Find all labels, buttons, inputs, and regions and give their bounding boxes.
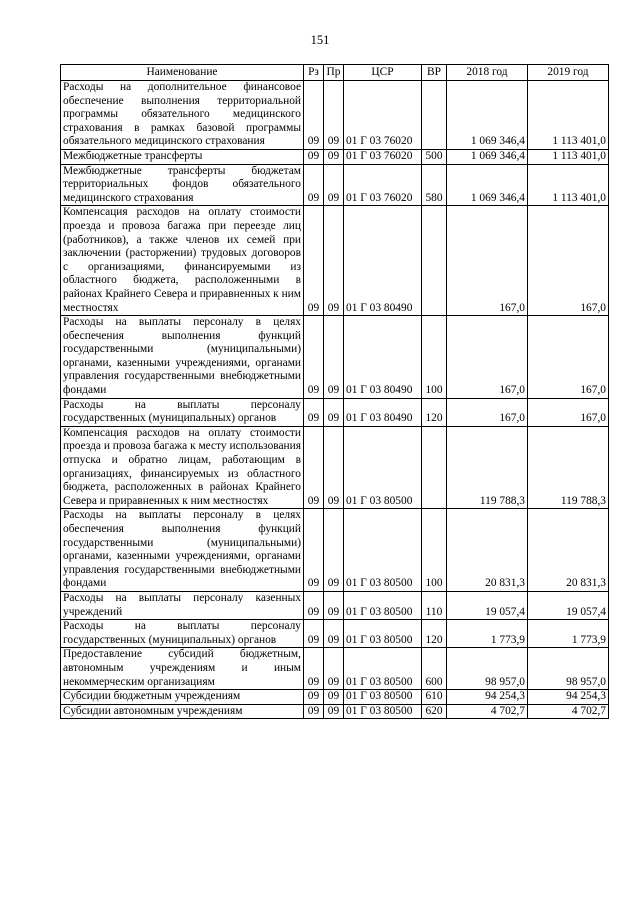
cell-pr: 09 (324, 620, 344, 648)
cell-csr: 01 Г 03 80490 (344, 316, 422, 399)
cell-pr: 09 (324, 591, 344, 619)
cell-2019: 167,0 (528, 398, 609, 426)
cell-pr: 09 (324, 509, 344, 592)
cell-csr: 01 Г 03 80500 (344, 620, 422, 648)
cell-2018: 1 773,9 (447, 620, 528, 648)
cell-name: Расходы на дополнительное финансовое обеспечение выполнения территориальной программы обязательного медицинского страхования в рамках базовой программы обязательного медицинского страхования (61, 81, 304, 150)
cell-2018: 20 831,3 (447, 509, 528, 592)
table-row (61, 149, 609, 164)
cell-2019: 1 113 401,0 (528, 81, 609, 150)
cell-pr: 09 (324, 164, 344, 206)
cell-csr: 01 Г 03 80500 (344, 704, 422, 719)
cell-csr: 01 Г 03 76020 (344, 149, 422, 164)
cell-csr: 01 Г 03 76020 (344, 164, 422, 206)
cell-2019: 20 831,3 (528, 509, 609, 592)
cell-vr (422, 426, 447, 509)
cell-name: Субсидии автономным учреждениям (61, 704, 304, 719)
table-row (61, 648, 609, 690)
cell-vr: 580 (422, 164, 447, 206)
header-2018: 2018 год (447, 65, 528, 81)
cell-pr: 09 (324, 316, 344, 399)
cell-rz: 09 (304, 316, 324, 399)
cell-name: Расходы на выплаты персоналу государственных (муниципальных) органов (61, 620, 304, 648)
cell-name: Предоставление субсидий бюджетным, автономным учреждениям и иным некоммерческим организациям (61, 648, 304, 690)
cell-2019: 98 957,0 (528, 648, 609, 690)
cell-rz: 09 (304, 206, 324, 316)
cell-vr: 600 (422, 648, 447, 690)
header-pr: Пр (324, 65, 344, 81)
cell-pr: 09 (324, 206, 344, 316)
cell-2019: 167,0 (528, 316, 609, 399)
cell-vr: 100 (422, 316, 447, 399)
cell-vr: 500 (422, 149, 447, 164)
cell-vr: 120 (422, 620, 447, 648)
cell-vr: 620 (422, 704, 447, 719)
cell-2018: 167,0 (447, 206, 528, 316)
cell-csr: 01 Г 03 80500 (344, 426, 422, 509)
cell-name: Компенсация расходов на оплату стоимости проезда и провоза багажа к месту использования отпуска и обратно лицам, работающим в организациях, финансируемых из областного бюджета, расположенных в районах Крайнего Севера и приравненных к ним местностях (61, 426, 304, 509)
cell-name: Субсидии бюджетным учреждениям (61, 690, 304, 705)
cell-pr: 09 (324, 398, 344, 426)
cell-rz: 09 (304, 704, 324, 719)
header-vr: ВР (422, 65, 447, 81)
table-row (61, 81, 609, 150)
cell-vr: 610 (422, 690, 447, 705)
cell-2018: 167,0 (447, 398, 528, 426)
cell-csr: 01 Г 03 76020 (344, 81, 422, 150)
cell-rz: 09 (304, 591, 324, 619)
cell-csr: 01 Г 03 80500 (344, 690, 422, 705)
cell-name: Межбюджетные трансферты бюджетам территориальных фондов обязательного медицинского страхования (61, 164, 304, 206)
table-row (61, 398, 609, 426)
cell-rz: 09 (304, 620, 324, 648)
table-row (61, 426, 609, 509)
header-name: Наименование (61, 65, 304, 81)
cell-csr: 01 Г 03 80500 (344, 648, 422, 690)
cell-2018: 4 702,7 (447, 704, 528, 719)
cell-2018: 1 069 346,4 (447, 164, 528, 206)
cell-2019: 19 057,4 (528, 591, 609, 619)
cell-name: Межбюджетные трансферты (61, 149, 304, 164)
cell-pr: 09 (324, 426, 344, 509)
cell-rz: 09 (304, 149, 324, 164)
cell-rz: 09 (304, 509, 324, 592)
cell-2019: 167,0 (528, 206, 609, 316)
cell-rz: 09 (304, 426, 324, 509)
cell-rz: 09 (304, 164, 324, 206)
cell-rz: 09 (304, 648, 324, 690)
budget-table (60, 64, 609, 719)
table-header-row (61, 65, 609, 81)
cell-csr: 01 Г 03 80490 (344, 206, 422, 316)
table-row (61, 164, 609, 206)
cell-rz: 09 (304, 81, 324, 150)
table-row (61, 509, 609, 592)
table-row (61, 316, 609, 399)
cell-vr: 100 (422, 509, 447, 592)
table-row (61, 591, 609, 619)
cell-pr: 09 (324, 704, 344, 719)
cell-vr: 110 (422, 591, 447, 619)
cell-2019: 4 702,7 (528, 704, 609, 719)
cell-rz: 09 (304, 398, 324, 426)
cell-2018: 119 788,3 (447, 426, 528, 509)
cell-vr: 120 (422, 398, 447, 426)
cell-2019: 1 113 401,0 (528, 164, 609, 206)
cell-pr: 09 (324, 690, 344, 705)
table-row (61, 704, 609, 719)
cell-pr: 09 (324, 648, 344, 690)
table-row (61, 620, 609, 648)
cell-2018: 167,0 (447, 316, 528, 399)
page-number: 151 (310, 33, 330, 47)
cell-pr: 09 (324, 81, 344, 150)
cell-vr (422, 206, 447, 316)
header-csr: ЦСР (344, 65, 422, 81)
cell-csr: 01 Г 03 80500 (344, 509, 422, 592)
cell-2018: 94 254,3 (447, 690, 528, 705)
cell-name: Расходы на выплаты персоналу в целях обеспечения выполнения функций государственными (муниципальными) органами, казенными учреждениями, органами управления государственными внебюджетными фондами (61, 316, 304, 399)
cell-2018: 19 057,4 (447, 591, 528, 619)
cell-2019: 1 113 401,0 (528, 149, 609, 164)
cell-2019: 94 254,3 (528, 690, 609, 705)
cell-csr: 01 Г 03 80500 (344, 591, 422, 619)
cell-pr: 09 (324, 149, 344, 164)
cell-vr (422, 81, 447, 150)
table-row (61, 690, 609, 705)
cell-2018: 1 069 346,4 (447, 81, 528, 150)
cell-name: Расходы на выплаты персоналу казенных учреждений (61, 591, 304, 619)
table-row (61, 206, 609, 316)
cell-2019: 1 773,9 (528, 620, 609, 648)
cell-rz: 09 (304, 690, 324, 705)
cell-csr: 01 Г 03 80490 (344, 398, 422, 426)
header-2019: 2019 год (528, 65, 609, 81)
header-rz: Рз (304, 65, 324, 81)
cell-2018: 1 069 346,4 (447, 149, 528, 164)
cell-name: Расходы на выплаты персоналу государственных (муниципальных) органов (61, 398, 304, 426)
cell-2019: 119 788,3 (528, 426, 609, 509)
cell-2018: 98 957,0 (447, 648, 528, 690)
cell-name: Расходы на выплаты персоналу в целях обеспечения выполнения функций государственными (муниципальными) органами, казенными учреждениями, органами управления государственными внебюджетными фондами (61, 509, 304, 592)
cell-name: Компенсация расходов на оплату стоимости проезда и провоза багажа при переезде лиц (работников), а также членов их семей при заключении (расторжении) трудовых договоров с организациями, финансируемыми из областного бюджета, расположенными в районах Крайнего Севера и приравненных к ним местностях (61, 206, 304, 316)
